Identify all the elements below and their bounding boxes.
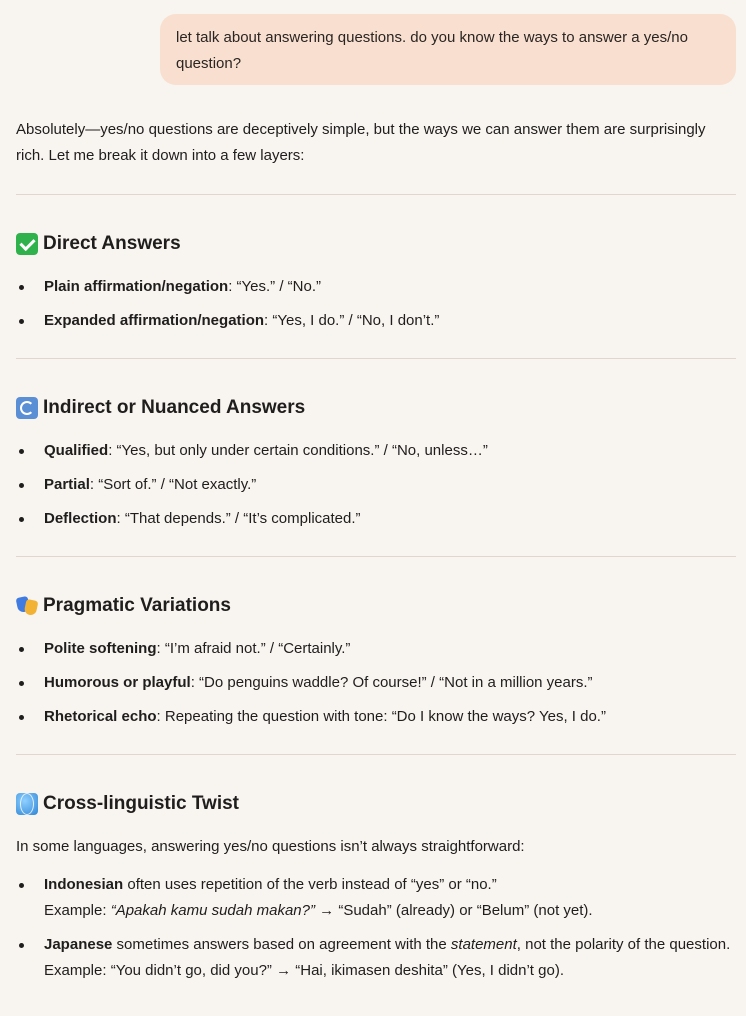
bullet: [19, 319, 24, 324]
bullet: [19, 483, 24, 488]
user-message-text: let talk about answering questions. do you know the ways to answer a yes/no question?: [176, 29, 688, 72]
list-item: [16, 932, 736, 984]
item-text: : “Do penguins waddle? Of course!” / “Not in a million years.”: [190, 674, 593, 691]
bullet: [19, 943, 24, 948]
divider: [16, 358, 736, 359]
item-text: : “I’m afraid not.” / “Certainly.”: [156, 640, 351, 657]
bullet: [19, 883, 24, 888]
section-title: Pragmatic Variations: [43, 595, 231, 616]
divider: [16, 556, 736, 557]
example-italic: “Apakah kamu sudah makan?”: [110, 902, 315, 919]
item-term: Qualified: [44, 442, 109, 459]
globe-icon: [16, 793, 38, 815]
list-item: [16, 308, 736, 334]
item-term: Rhetorical echo: [44, 708, 157, 725]
section-intro: In some languages, answering yes/no questions isn’t always straightforward:: [16, 838, 525, 855]
check-mark-icon: [16, 233, 38, 255]
bullet: [19, 517, 24, 522]
list-item: [16, 506, 736, 532]
item-text: : “Yes, I do.” / “No, I don’t.”: [264, 312, 440, 329]
item-example: Example: “You didn’t go, did you?” → “Hai, ikimasen deshita” (Yes, I didn’t go).: [44, 962, 564, 979]
item-term: Plain affirmation/negation: [44, 278, 229, 295]
section-title: Indirect or Nuanced Answers: [43, 397, 306, 418]
list-item: [16, 872, 736, 924]
item-text: : “Yes, but only under certain conditions.” / “No, unless…”: [108, 442, 488, 459]
list-item: [16, 704, 736, 730]
example-prefix: Example:: [44, 902, 111, 919]
bullet: [19, 285, 24, 290]
item-term: Indonesian: [44, 876, 124, 893]
bullet: [19, 681, 24, 686]
item-example: [44, 898, 736, 924]
section-heading-direct-answers: [16, 232, 181, 256]
item-text: often uses repetition of the verb instead of “yes” or “no.”: [123, 876, 497, 893]
example-rest: → “Sudah” (already) or “Belum” (not yet).: [314, 902, 593, 919]
section-heading-pragmatic-variations: [16, 594, 231, 618]
section-title: Cross-linguistic Twist: [43, 793, 240, 814]
item-term: Polite softening: [44, 640, 157, 657]
item-term: Partial: [44, 476, 90, 493]
item-term: Japanese: [44, 936, 113, 953]
theater-masks-icon: [16, 595, 38, 617]
list-item: [16, 438, 736, 464]
bullet: [19, 647, 24, 652]
item-text-italic: statement: [450, 936, 517, 953]
user-message-bubble: [160, 14, 736, 85]
list-item: [16, 472, 736, 498]
item-text: : Repeating the question with tone: “Do I know the ways? Yes, I do.”: [156, 708, 606, 725]
item-text: : “That depends.” / “It’s complicated.”: [116, 510, 361, 527]
list-item: [16, 670, 736, 696]
list-item: [16, 274, 736, 300]
item-term: Humorous or playful: [44, 674, 191, 691]
item-text: : “Sort of.” / “Not exactly.”: [89, 476, 257, 493]
response-intro: Absolutely—yes/no questions are deceptively simple, but the ways we can answer them are surprisingly rich. Let me break it down into a few layers:: [16, 121, 706, 164]
item-text-before: sometimes answers based on agreement with the: [112, 936, 451, 953]
section-heading-indirect-answers: [16, 396, 305, 420]
item-term: Expanded affirmation/negation: [44, 312, 265, 329]
bullet: [19, 715, 24, 720]
item-text-after: , not the polarity of the question.: [516, 936, 731, 953]
item-term: Deflection: [44, 510, 117, 527]
divider: [16, 754, 736, 755]
divider: [16, 194, 736, 195]
section-heading-cross-linguistic: [16, 792, 239, 816]
cycle-arrows-icon: [16, 397, 38, 419]
section-title: Direct Answers: [43, 233, 181, 254]
list-item: [16, 636, 736, 662]
bullet: [19, 449, 24, 454]
item-text: : “Yes.” / “No.”: [228, 278, 321, 295]
